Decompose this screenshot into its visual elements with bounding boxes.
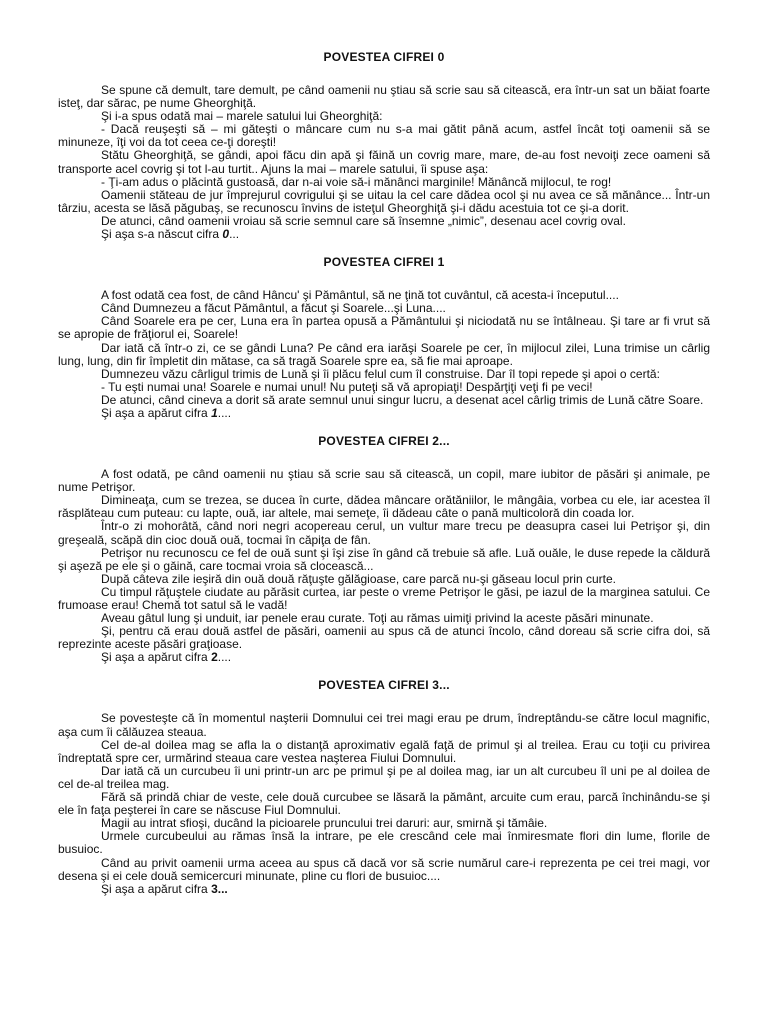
ending-text: Şi aşa a apărut cifra bbox=[101, 650, 212, 665]
story-ending bbox=[58, 407, 710, 420]
story-cifra-3 bbox=[58, 678, 710, 895]
paragraph: Cu timpul răţuştele ciudate au părăsit curtea, iar peste o vreme Petrişor le găsi, pe iazul de la marginea satului. Ce frumoase erau! Chemă tot satul să le vadă! bbox=[58, 584, 710, 612]
ending-suffix: ... bbox=[229, 227, 240, 242]
paragraph: Magii au intrat sfioşi, ducând la picioarele pruncului trei daruri: aur, smirnă şi tămâie. bbox=[101, 816, 548, 831]
paragraph: De atunci, când cineva a dorit să arate semnul unui singur lucru, a desenat acel cârlig trimis de Lună către Soare. bbox=[101, 392, 704, 407]
story-title: POVESTEA CIFREI 3... bbox=[318, 678, 450, 693]
paragraph: - Ţi-am adus o plăcintă gustoasă, dar n-ai voie să-i mănânci marginile! Mănâncă mijlocul, te rog! bbox=[101, 174, 612, 189]
paragraph: A fost odată, pe când oamenii nu ştiau să scrie sau să citească, un copil, mare iubitor de păsări şi animale, pe nume Petrişor. bbox=[58, 467, 710, 495]
paragraph: Când Dumnezeu a făcut Pământul, a făcut şi Soarele...şi Luna.... bbox=[101, 301, 446, 316]
paragraph: Urmele curcubeului au rămas însă la intrare, pe ele crescând cele mai înmiresmate flori din lume, florile de busuioc. bbox=[58, 829, 710, 857]
ending-suffix: .... bbox=[217, 650, 232, 665]
story-title: POVESTEA CIFREI 0 bbox=[323, 50, 445, 64]
paragraph: A fost odată cea fost, de când Hâncu' şi Pământul, să ne ţină tot cuvântul, că acesta-i începutul.... bbox=[101, 288, 619, 303]
paragraph: Dumnezeu văzu cârligul trimis de Lună şi îi plăcu felul cum îl construise. Dar îl topi repede şi apoi o certă: bbox=[101, 366, 660, 381]
paragraph: Aveau gâtul lung şi unduit, iar penele erau curate. Toţi au rămas uimiţi privind la aceste păsări minunate. bbox=[101, 611, 654, 626]
paragraph: Când Soarele era pe cer, Luna era în partea opusă a Pământului şi niciodată nu se întâlneau. Şi tare ar fi vrut să se apropie de frăţiorul ei, Soarele! bbox=[58, 314, 710, 342]
story-title: POVESTEA CIFREI 2... bbox=[318, 434, 450, 449]
paragraph: Şi, pentru că erau două astfel de păsări, oamenii au spus că de atunci încolo, când doreau să scrie cifra doi, să reprezinte aceste păsări graţioase. bbox=[58, 624, 710, 652]
ending-text: Şi aşa a apărut cifra bbox=[101, 881, 212, 896]
ending-digit: 3... bbox=[211, 881, 228, 896]
paragraph: Dar iată că într-o zi, ce se gândi Luna? Pe când era iarăşi Soarele pe cer, în mijlocul zilei, Luna trimise un cârlig lung, lung, din fir împletit din mătase, ca să tragă Soarele spre ea, să fie mai aproape. bbox=[58, 340, 710, 368]
story-ending bbox=[58, 651, 710, 664]
story-ending bbox=[58, 228, 710, 241]
paragraph: Se spune că demult, tare demult, pe când oamenii nu ştiau să scrie sau să citească, era într-un sat un băiat foarte isteţ, dar sărac, pe nume Gheorghiţă. bbox=[58, 83, 710, 111]
paragraph: După câteva zile ieşiră din ouă două răţuşte gălăgioase, care parcă nu-şi găseau locul prin curte. bbox=[101, 571, 616, 586]
paragraph: - Tu eşti numai una! Soarele e numai unul! Nu puteţi să vă apropiaţi! Despărţiţi veţi fi pe veci! bbox=[101, 379, 593, 394]
paragraph: Fără să prindă chiar de veste, cele două curcubee se lăsară la pământ, arcuite cum erau, parcă închinându-se şi ele în faţa peşterei în care se născuse Fiul Domnului. bbox=[58, 790, 710, 818]
story-ending bbox=[58, 883, 710, 896]
paragraph: Într-o zi mohorâtă, când nori negri acopereau cerul, un vultur mare trecu pe deasupra casei lui Petrişor şi, din greşeală, scăpă din cioc două ouă, tocmai în căpiţa de fân. bbox=[58, 519, 710, 547]
paragraph: Stătu Gheorghiţă, se gândi, apoi făcu din apă şi făină un covrig mare, mare, de-au fost nevoiţi zece oameni să transporte acel covrig şi tot l-au turtit.. Ajuns la mai – marele satului, îi spuse aşa: bbox=[58, 148, 710, 176]
paragraph: - Dacă reuşeşti să – mi găteşti o mâncare cum nu s-a mai gătit până acum, astfel încât toţi oamenii să se minuneze, îţi voi da tot ceea ce-ţi doreşti! bbox=[58, 122, 710, 150]
paragraph: Petrişor nu recunoscu ce fel de ouă sunt şi îşi zise în gând că trebuie să afle. Luă ouăle, le duse repede la căldură şi aşeză pe ele şi o găină, care tocmai vroia să clocească... bbox=[58, 545, 710, 573]
ending-digit: 1 bbox=[211, 405, 218, 420]
story-cifra-2 bbox=[58, 434, 710, 664]
paragraph: Se povesteşte că în momentul naşterii Domnului cei trei magi erau pe drum, îndreptându-se către locul magnific, aşa cum îi călăuzea steaua. bbox=[58, 711, 710, 739]
ending-text: Şi aşa s-a născut cifra bbox=[101, 227, 223, 242]
paragraph: Dar iată că un curcubeu îi uni printr-un arc pe primul şi pe al doilea mag, iar un alt curcubeu îl uni pe al doilea de cel de-al treilea mag. bbox=[58, 763, 710, 791]
paragraph: Şi i-a spus odată mai – marele satului lui Gheorghiţă: bbox=[101, 109, 383, 124]
ending-digit: 2 bbox=[211, 650, 218, 665]
paragraph: Oamenii stăteau de jur împrejurul covrigului şi se uitau la cel care dădea ocol şi nu avea ce să mănânce... Într-un târziu, acesta se lăsă păgubaş, se recunoscu învins de isteţul Gheorghiţă şi-i dădu acestuia tot ce şi-a dorit. bbox=[58, 187, 710, 215]
story-cifra-1 bbox=[58, 255, 710, 420]
ending-digit: 0 bbox=[222, 227, 230, 242]
ending-suffix: .... bbox=[217, 405, 232, 420]
story-cifra-0 bbox=[58, 50, 710, 241]
story-title: POVESTEA CIFREI 1 bbox=[323, 255, 445, 270]
ending-text: Şi aşa a apărut cifra bbox=[101, 405, 212, 420]
paragraph: Când au privit oamenii urma aceea au spus că dacă vor să scrie numărul care-i reprezenta pe cei trei magi, vor desena şi ei cele două semicercuri minunate, pline cu flori de busuioc.... bbox=[58, 855, 710, 883]
paragraph: Cel de-al doilea mag se afla la o distanţă aproximativ egală faţă de primul şi al treilea. Erau cu toţii cu privirea îndreptată spre cer, urmărind steaua care vestea naşterea Fiului Domnului. bbox=[58, 737, 710, 765]
paragraph: Dimineaţa, cum se trezea, se ducea în curte, dădea mâncare orătăniilor, le mângâia, vorbea cu ele, iar acestea îl răsplăteau cum puteau: cu lapte, ouă, iar altele, mai semeţe, îi dădeau câte o pană multicoloră din coada lor. bbox=[58, 493, 710, 521]
paragraph: De atunci, când oamenii vroiau să scrie semnul care să însemne „nimic”, desenau acel covrig oval. bbox=[101, 213, 626, 228]
